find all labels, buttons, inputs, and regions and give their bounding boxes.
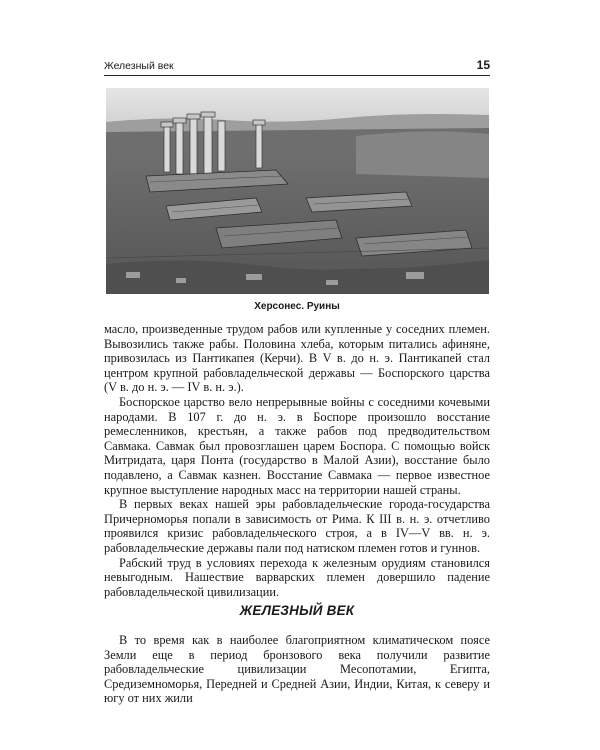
running-head xyxy=(104,58,490,74)
paragraph: В первых веках нашей эры рабовладельческие города-государства Причерноморья попали в зависимость от Рима. К III в. н. э. отчетливо проявился кризис рабовладельческого строя, а в IV—V вв. н. э. рабовладельческие державы пали под натиском племен готов и гуннов. xyxy=(104,497,490,555)
ruins-photo xyxy=(106,88,489,294)
header-rule xyxy=(104,75,490,76)
page-number: 15 xyxy=(476,58,490,72)
paragraph: Рабский труд в условиях перехода к железным орудиям становился невыгодным. Нашествие варварских племен довершило падение рабовладельческой цивилизации. xyxy=(104,555,490,599)
ruins-photo-drawing xyxy=(106,88,489,294)
body-text-bottom xyxy=(104,633,490,706)
running-title: Железный век xyxy=(104,60,174,72)
paragraph: В то время как в наиболее благоприятном климатическом поясе Земли еще в период бронзового века получили развитие рабовладельческие цивилизации Месопотамии, Египта, Средиземноморья, Передней и Средней Азии, Индии, Китая, к северу и югу от них жили xyxy=(104,633,490,706)
photo-caption: Херсонес. Руины xyxy=(254,301,340,312)
body-text-top xyxy=(104,322,490,599)
paragraph: масло, произведенные трудом рабов или купленные у соседних племен. Вывозились также рабы. Половина хлеба, которым питались афиняне, привозилась из Пантикапея (Керчи). В V в. до н. э. Пантикапей стал центром крупной рабовладельческой державы — Боспорского царства (V в. до н. э. — IV в. н. э.). xyxy=(104,322,490,395)
section-heading: ЖЕЛЕЗНЫЙ ВЕК xyxy=(239,603,355,618)
paragraph: Боспорское царство вело непрерывные войны с соседними кочевыми народами. В 107 г. до н. э. в Боспоре произошло восстание ремесленников, крестьян, а также рабов под предводительством Савмака. Савмак был провозглашен царем Боспора. С помощью войск Митридата, царя Понта (государство в Малой Азии), восстание было подавлено, а Савмак казнен. Восстание Савмака — первое известное крупное выступление народных масс на территории нашей страны. xyxy=(104,394,490,497)
